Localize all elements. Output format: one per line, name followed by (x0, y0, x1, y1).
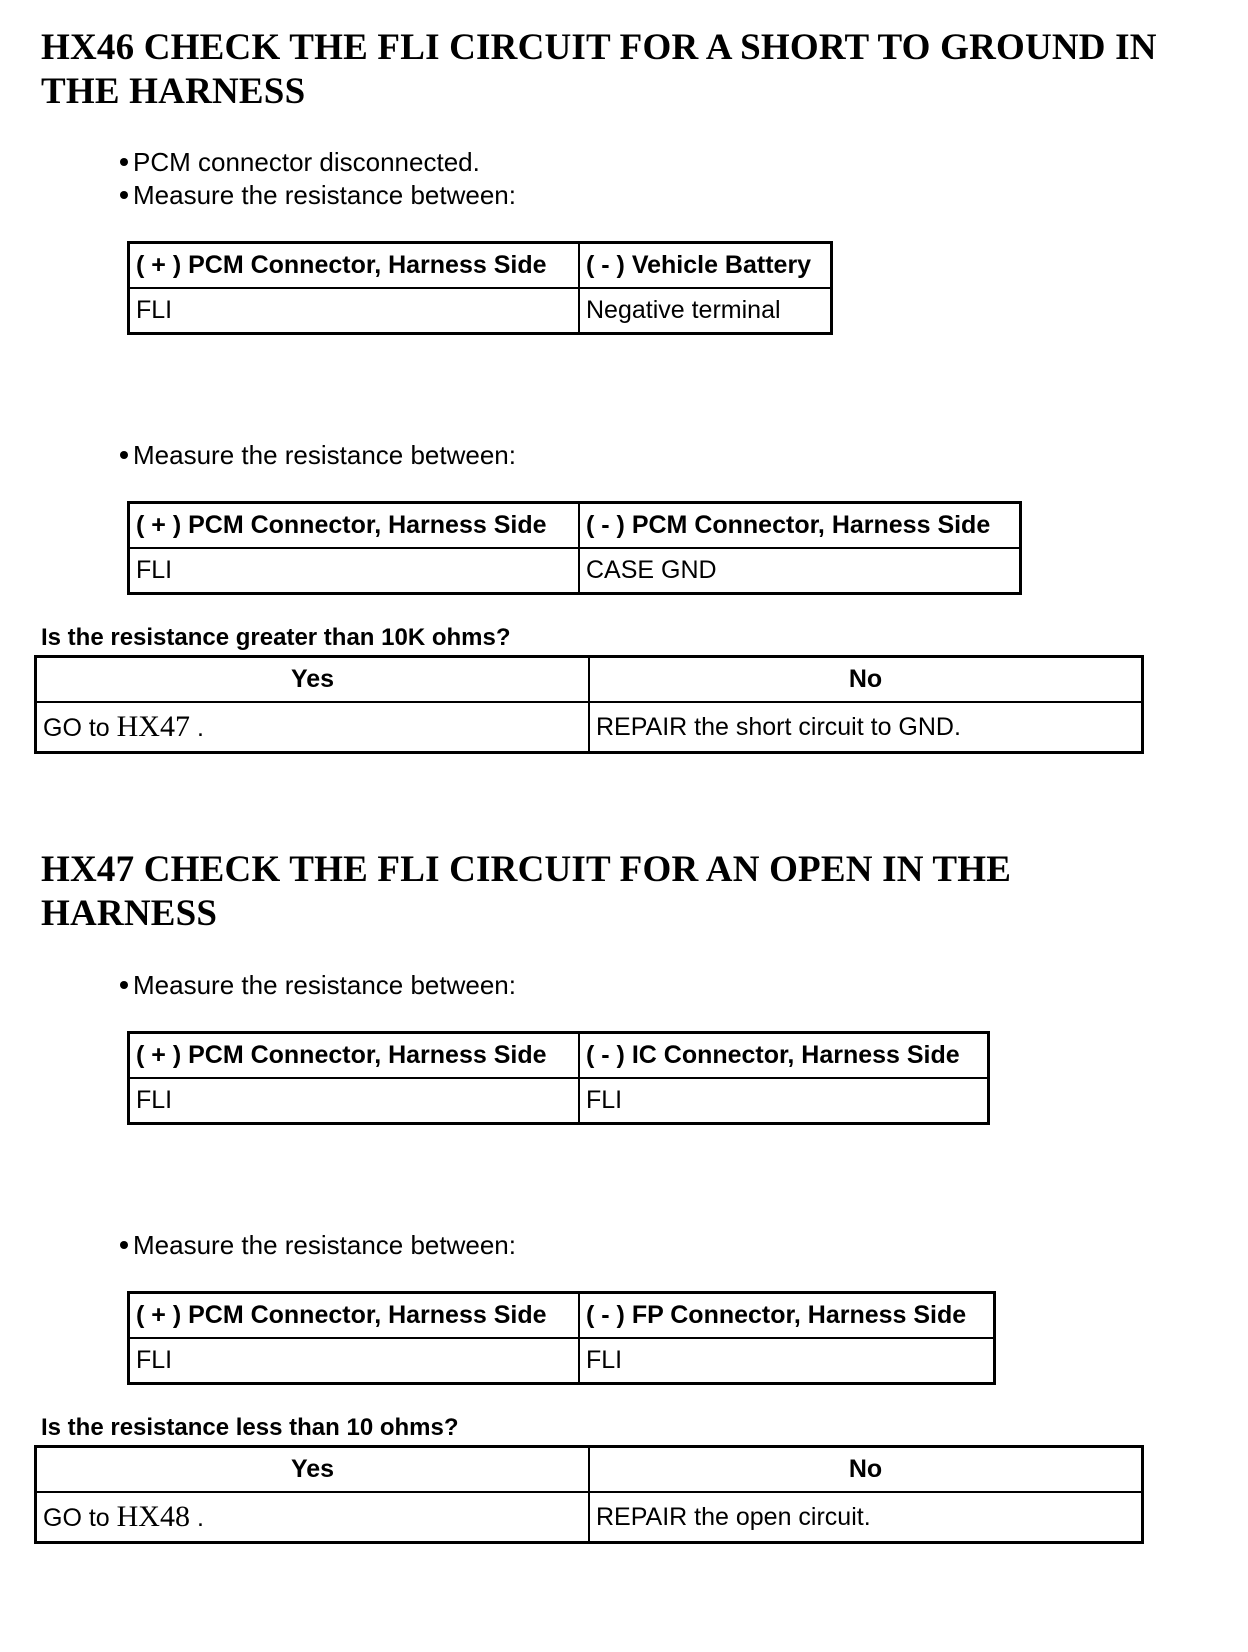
no-action: REPAIR the short circuit to GND. (589, 702, 1143, 753)
table-cell: FLI (579, 1078, 989, 1124)
table-cell: FLI (579, 1338, 995, 1384)
table-header-cell: ( + ) PCM Connector, Harness Side (129, 243, 580, 289)
bullet-icon (120, 158, 128, 166)
table-cell: Negative terminal (579, 288, 832, 334)
table-cell: FLI (129, 1078, 580, 1124)
table-header-cell: ( - ) Vehicle Battery (579, 243, 832, 289)
table-header-cell: ( - ) PCM Connector, Harness Side (579, 503, 1021, 549)
table-header-cell: ( - ) IC Connector, Harness Side (579, 1033, 989, 1079)
bullet-item: Measure the resistance between: (120, 439, 516, 471)
bullet-item: Measure the resistance between: (120, 969, 516, 1001)
bullet-icon (120, 1241, 128, 1249)
yes-action: GO to HX48 . (36, 1492, 590, 1543)
no-header: No (589, 657, 1143, 703)
question-text: Is the resistance greater than 10K ohms? (41, 624, 511, 651)
bullet-item: Measure the resistance between: (120, 1229, 516, 1261)
question-text: Is the resistance less than 10 ohms? (41, 1414, 459, 1441)
step-link-hx48[interactable]: HX48 (116, 1500, 190, 1533)
table-header-cell: ( + ) PCM Connector, Harness Side (129, 1033, 580, 1079)
measurement-table (127, 241, 833, 335)
bullet-item: PCM connector disconnected. (120, 146, 480, 178)
yes-action: GO to HX47 . (36, 702, 590, 753)
table-header-cell: ( - ) FP Connector, Harness Side (579, 1293, 995, 1339)
table-cell: FLI (129, 1338, 580, 1384)
table-cell: FLI (129, 548, 580, 594)
table-cell: CASE GND (579, 548, 1021, 594)
bullet-item: Measure the resistance between: (120, 179, 516, 211)
bullet-icon (120, 981, 128, 989)
table-cell: FLI (129, 288, 580, 334)
table-header-cell: ( + ) PCM Connector, Harness Side (129, 503, 580, 549)
no-header: No (589, 1447, 1143, 1493)
yes-header: Yes (36, 657, 590, 703)
measurement-table (127, 1031, 990, 1125)
measurement-table (127, 501, 1022, 595)
section-title-hx47: HX47 CHECK THE FLI CIRCUIT FOR AN OPEN IN THE HARNESS (41, 849, 1012, 934)
measurement-table (127, 1291, 996, 1385)
decision-table (34, 655, 1144, 754)
yes-header: Yes (36, 1447, 590, 1493)
bullet-icon (120, 451, 128, 459)
step-link-hx47[interactable]: HX47 (116, 710, 190, 743)
no-action: REPAIR the open circuit. (589, 1492, 1143, 1543)
section-title-hx46: HX46 CHECK THE FLI CIRCUIT FOR A SHORT TO GROUND IN THE HARNESS (41, 27, 1157, 112)
bullet-icon (120, 191, 128, 199)
table-header-cell: ( + ) PCM Connector, Harness Side (129, 1293, 580, 1339)
decision-table (34, 1445, 1144, 1544)
